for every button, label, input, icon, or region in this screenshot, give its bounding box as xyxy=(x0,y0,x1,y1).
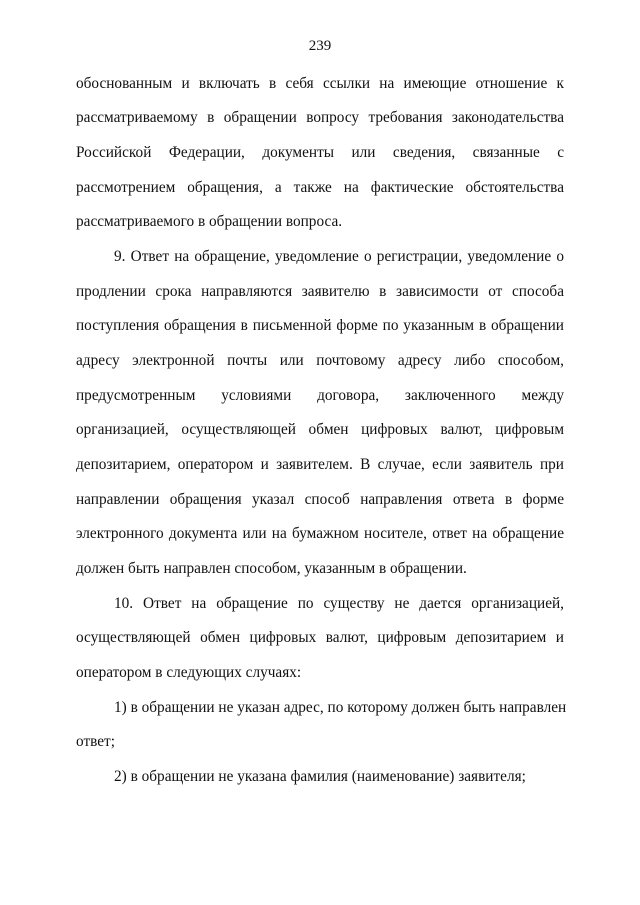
text-line: предусмотренным условиями договора, заключенного между xyxy=(76,387,564,404)
text-line: Российской Федерации, документы или сведения, связанные с xyxy=(76,144,564,161)
text-line: направлении обращения указал способ направления ответа в форме xyxy=(76,491,564,508)
list-item-1-start: 1) в обращении не указан адрес, по которому должен быть направлен xyxy=(114,699,567,716)
paragraph-10-start: 10. Ответ на обращение по существу не дается организацией, xyxy=(114,595,564,612)
text-line: поступления обращения в письменной форме по указанным в обращении xyxy=(76,317,564,334)
text-line: осуществляющей обмен цифровых валют, цифровым депозитарием и xyxy=(76,629,564,646)
page-number: 239 xyxy=(308,38,332,54)
text-line: адресу электронной почты или почтовому адресу либо способом, xyxy=(76,352,564,369)
text-line: обоснованным и включать в себя ссылки на имеющие отношение к xyxy=(76,75,564,92)
text-line: рассматриваемого в обращении вопроса. xyxy=(76,213,343,230)
text-line: продлении срока направляются заявителю в зависимости от способа xyxy=(76,283,564,300)
text-line: электронного документа или на бумажном носителе, ответ на обращение xyxy=(76,525,564,542)
text-line: ответ; xyxy=(76,733,115,750)
text-line: оператором в следующих случаях: xyxy=(76,664,302,681)
list-item-2: 2) в обращении не указана фамилия (наименование) заявителя; xyxy=(114,768,526,785)
paragraph-9-start: 9. Ответ на обращение, уведомление о регистрации, уведомление о xyxy=(114,248,564,265)
text-line: организацией, осуществляющей обмен цифровых валют, цифровым xyxy=(76,421,564,438)
text-line: рассматриваемому в обращении вопросу требования законодательства xyxy=(76,109,564,126)
text-line: должен быть направлен способом, указанным в обращении. xyxy=(76,560,467,577)
text-line: рассмотрением обращения, а также на фактические обстоятельства xyxy=(76,179,564,196)
text-line: депозитарием, оператором и заявителем. В случае, если заявитель при xyxy=(76,456,564,473)
